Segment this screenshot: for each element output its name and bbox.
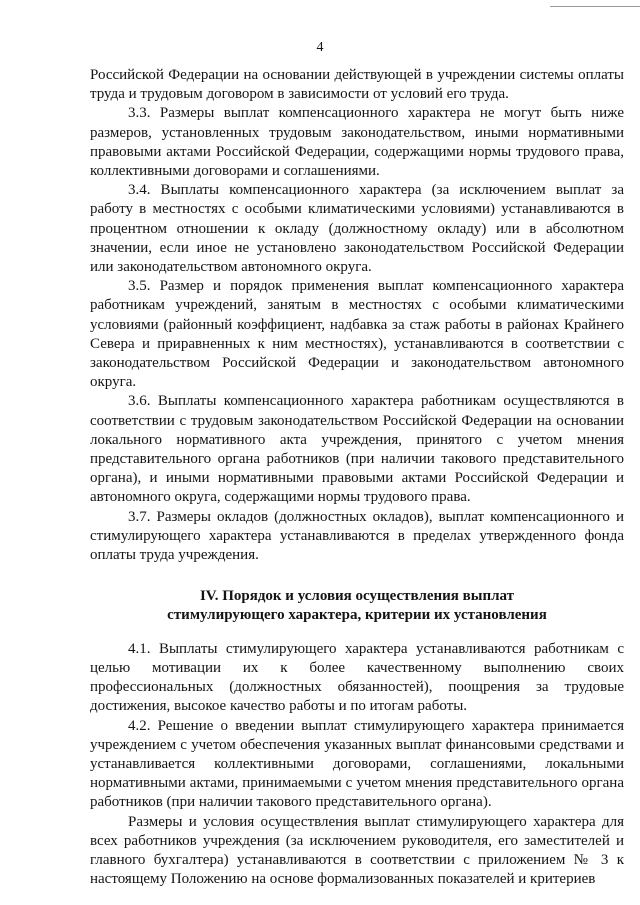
paragraph-3-3: 3.3. Размеры выплат компенсационного характера не могут быть ниже размеров, установленных трудовым законодательством, иными нормативными правовыми актами Российской Федерации, содержащими нормы трудового права, коллективными договорами и соглашениями.: [90, 105, 624, 180]
paragraph-3-6: 3.6. Выплаты компенсационного характера работникам осуществляются в соответствии с трудовым законодательством Российской Федерации на основании локального нормативного акта учреждения, принятого с учетом мнения представительного органа работников (при наличии такового представительного органа), и иными нормативными правовыми актами Российской Федерации и автономного округа, содержащими нормы трудового права.: [90, 393, 624, 506]
paragraph-3-7: 3.7. Размеры окладов (должностных окладов), выплат компенсационного и стимулирующего характера устанавливаются в пределах утвержденного фонда оплаты труда учреждения.: [90, 508, 624, 564]
scan-edge-mark: [550, 0, 640, 7]
section-heading: [90, 587, 624, 625]
paragraph-stimulating-payments: Размеры и условия осуществления выплат стимулирующего характера для всех работников учреждения (за исключением руководителя, его заместителей и главного бухгалтера) устанавливаются в соответствии с приложением № 3 к настоящему Положению на основе формализованных показателей и критериев: [90, 813, 624, 888]
section-heading-line-2: стимулирующего характера, критерии их установления: [167, 607, 547, 624]
paragraph-3-4: 3.4. Выплаты компенсационного характера (за исключением выплат за работу в местностях с особыми климатическими условиями) устанавливаются в процентном отношении к окладу (должностному окладу) или в абсолютном значении, если иное не установлено законодательством Российской Федерации или законодательством автономного округа.: [90, 182, 624, 276]
paragraph-continuation: Российской Федерации на основании действующей в учреждении системы оплаты труда и трудовым договором в зависимости от условий его труда.: [90, 67, 624, 103]
paragraph-4-1: 4.1. Выплаты стимулирующего характера устанавливаются работникам с целью мотивации их к более качественному выполнению своих профессиональных (должностных обязанностей), поощрения за трудовые достижения, высокое качество работы и по итогам работы.: [90, 640, 624, 715]
paragraph-3-5: 3.5. Размер и порядок применения выплат компенсационного характера работникам учреждений, занятым в местностях с особыми климатическими условиями (районный коэффициент, надбавка за стаж работы в районах Крайнего Севера и приравненных к ним местностях), устанавливаются в соответствии с законодательством Российской Федерации и законодательством автономного округа.: [90, 278, 624, 391]
section-heading-line-1: IV. Порядок и условия осуществления выплат: [199, 588, 515, 605]
document-body: [90, 66, 624, 889]
paragraph-4-2: 4.2. Решение о введении выплат стимулирующего характера принимается учреждением с учетом обеспечения указанных выплат финансовыми средствами и устанавливается коллективными договорами, соглашениями, локальными нормативными актами, принимаемыми с учетом мнения представительного органа работников (при наличии такового представительного органа).: [90, 717, 624, 811]
page-number: 4: [316, 40, 324, 55]
